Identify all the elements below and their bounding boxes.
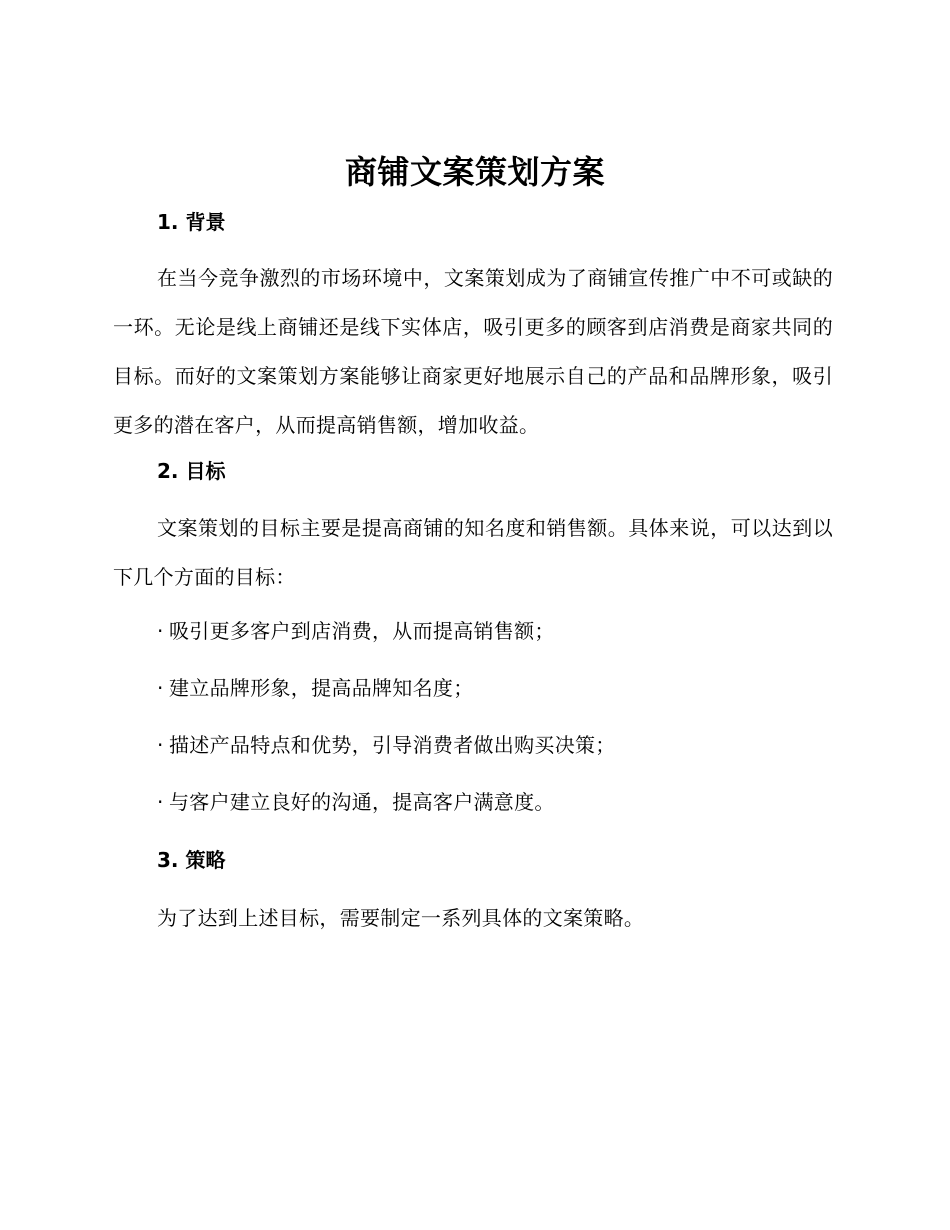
background-paragraph: 在当今竞争激烈的市场环境中，文案策划成为了商铺宣传推广中不可或缺的一环。无论是线上商铺还是线下实体店，吸引更多的顾客到店消费是商家共同的目标。而好的文案策划方案能够让商家更好地展示自己的产品和品牌形象，吸引更多的潜在客户，从而提高销售额，增加收益。: [113, 266, 833, 437]
goal-bullet-item: [157, 674, 474, 702]
bullet-marker: ·: [157, 676, 164, 700]
goal-bullet-text: 描述产品特点和优势，引导消费者做出购买决策；: [169, 733, 616, 757]
section-heading-strategy: 3. 策略: [157, 848, 226, 872]
goal-bullet-text: 与客户建立良好的沟通，提高客户满意度。: [169, 790, 555, 814]
goals-paragraph: 文案策划的目标主要是提高商铺的知名度和销售额。具体来说，可以达到以下几个方面的目标：: [113, 516, 833, 589]
goal-bullet-text: 吸引更多客户到店消费，从而提高销售额；: [169, 619, 555, 643]
strategy-paragraph: 为了达到上述目标，需要制定一系列具体的文案策略。: [157, 906, 645, 930]
section-heading-goals: 2. 目标: [157, 459, 226, 483]
bullet-marker: ·: [157, 733, 164, 757]
goal-bullet-text: 建立品牌形象，提高品牌知名度；: [169, 676, 474, 700]
goal-bullet-item: [157, 731, 616, 759]
document-title: 商铺文案策划方案: [344, 153, 605, 191]
bullet-marker: ·: [157, 619, 164, 643]
goal-bullet-item: [157, 788, 555, 816]
bullet-marker: ·: [157, 790, 164, 814]
section-heading-background: 1. 背景: [157, 210, 226, 234]
goal-bullet-item: [157, 617, 555, 645]
